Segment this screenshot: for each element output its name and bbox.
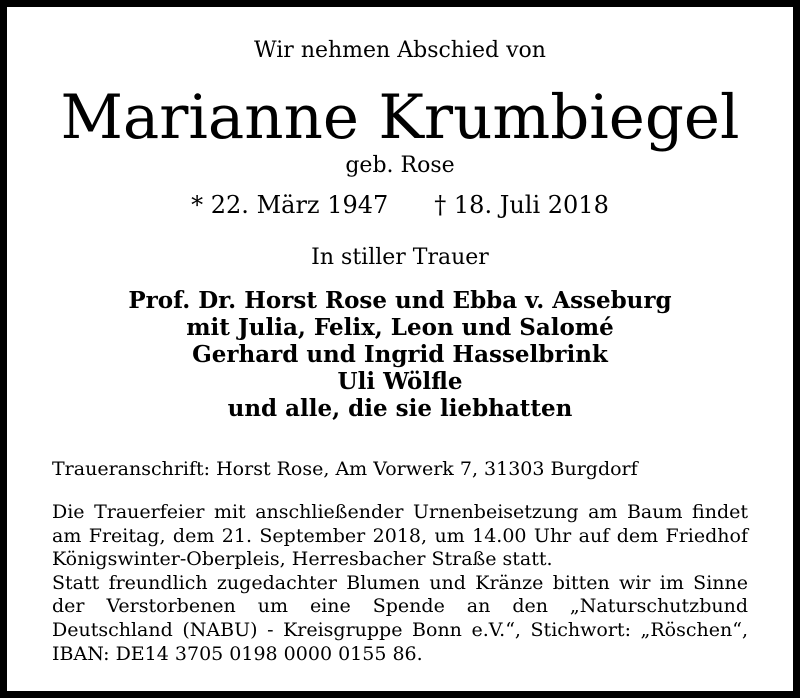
donation-paragraph: Statt freundlich zugedachter Blumen und Kränze bitten wir im Sinne der Verstorbenen um eine Spende an den „Naturschutzbund Deutschland (NABU) - Kreisgruppe Bonn e.V.“, Stichwort: „Röschen“, IBAN: DE14 3705 0198 0000 0155 86. bbox=[52, 571, 748, 665]
mourner-line: Uli Wölfle bbox=[337, 368, 463, 395]
mourner-line: mit Julia, Felix, Leon und Salomé bbox=[186, 314, 614, 341]
maiden-name: geb. Rose bbox=[345, 153, 455, 178]
life-dates bbox=[7, 190, 793, 220]
mourning-line: In stiller Trauer bbox=[311, 245, 489, 270]
deceased-name: Marianne Krumbiegel bbox=[60, 82, 740, 153]
death-date: † 18. Juli 2018 bbox=[434, 191, 609, 219]
mourner-line: Prof. Dr. Horst Rose und Ebba v. Asseburg bbox=[128, 287, 672, 314]
mourner-line: und alle, die sie liebhatten bbox=[227, 395, 573, 422]
intro-line: Wir nehmen Abschied von bbox=[254, 38, 546, 63]
funeral-info-paragraph: Die Trauerfeier mit anschließender Urnenbeisetzung am Baum findet am Freitag, dem 21. September 2018, um 14.00 Uhr auf dem Friedhof Königswinter-Oberpleis, Herresbacher Straße statt. bbox=[52, 501, 748, 571]
birth-date: * 22. März 1947 bbox=[191, 191, 389, 219]
mourning-address: Traueranschrift: Horst Rose, Am Vorwerk 7, 31303 Burgdorf bbox=[52, 458, 638, 480]
mourners-list bbox=[7, 287, 793, 422]
body-text bbox=[52, 501, 748, 666]
mourner-line: Gerhard und Ingrid Hasselbrink bbox=[192, 341, 608, 368]
